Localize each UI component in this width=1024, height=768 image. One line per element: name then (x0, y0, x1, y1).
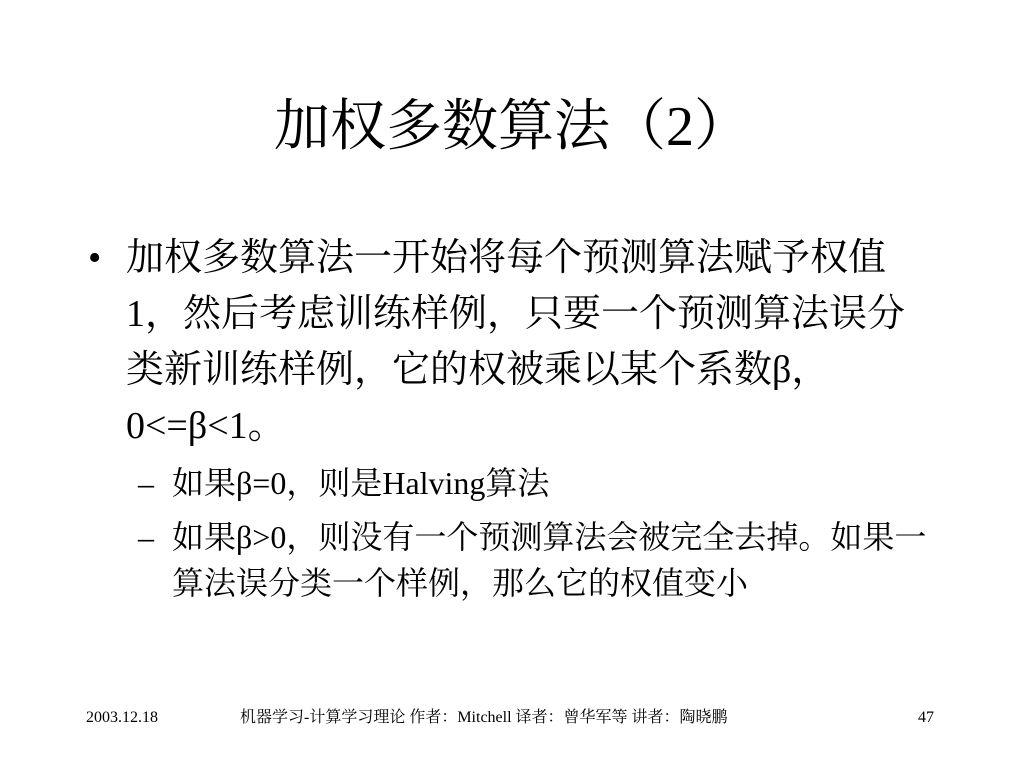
bullet-marker: • (88, 237, 102, 279)
footer-date: 2003.12.18 (86, 709, 158, 726)
sub-bullet-list (80, 460, 940, 606)
dash-marker: – (138, 519, 154, 555)
bullet-item (80, 230, 940, 454)
sub-bullet-item (126, 460, 940, 506)
bullet-list (80, 230, 940, 614)
footer-course-info: 机器学习-计算学习理论 作者：Mitchell 译者：曾华军等 讲者：陶晓鹏 (240, 709, 728, 726)
dash-marker: – (138, 465, 154, 501)
slide-title: 加权多数算法（2） (274, 96, 750, 158)
footer-page-number: 47 (918, 709, 934, 726)
sub-bullet-text: 如果β=0，则是Halving算法 (172, 465, 550, 501)
sub-bullet-item (126, 514, 940, 606)
sub-bullet-text: 如果β>0，则没有一个预测算法会被完全去掉。如果一算法误分类一个样例，那么它的权值变小 (172, 519, 927, 601)
bullet-text: 加权多数算法一开始将每个预测算法赋予权值1，然后考虑训练样例，只要一个预测算法误分类新训练样例，它的权被乘以某个系数β，0<=β<1。 (126, 237, 906, 447)
